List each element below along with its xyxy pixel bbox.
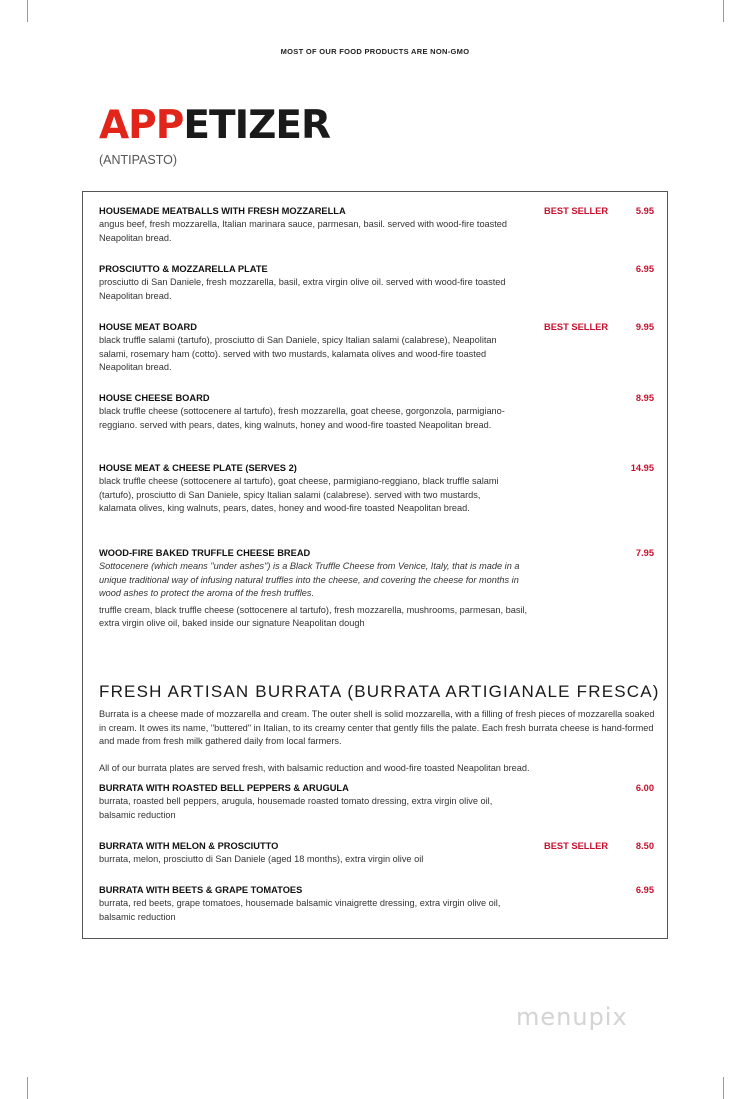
item-description: black truffle cheese (sottocenere al tartufo), goat cheese, parmigiano-reggiano, black truffle salami (tartufo), prosciutto di San Daniele, spicy Italian salami (calabrese). served with two mustards, kalamata olives, king walnuts, pears, dates, honey and wood-fire toasted Neapolitan bread. <box>99 476 499 513</box>
item-name: HOUSE MEAT & CHEESE PLATE (SERVES 2) <box>99 463 297 473</box>
crop-mark <box>27 0 28 22</box>
item-price: 14.95 <box>630 463 654 473</box>
item-price: 6.00 <box>635 783 654 793</box>
page-title <box>99 103 331 148</box>
burrata-intro: Burrata is a cheese made of mozzarella and cream. The outer shell is solid mozzarella, with a filling of fresh pieces of mozzarella soaked in cream. It owes its name, "buttered" in Italian, to its creamy center that gently fills the palate. Each fresh burrata cheese is hand-formed and made from fresh milk gathered daily from local farmers. <box>99 709 655 746</box>
item-description: angus beef, fresh mozzarella, Italian marinara sauce, parmesan, basil. served with wood-fire toasted Neapolitan bread. <box>99 219 508 243</box>
menu-item-burrata-melon[interactable] <box>99 840 654 867</box>
crop-mark <box>27 1077 28 1099</box>
title-red-part: APP <box>99 103 184 148</box>
item-description: prosciutto di San Daniele, fresh mozzarella, basil, extra virgin olive oil. served with wood-fire toasted Neapolitan bread. <box>99 277 506 301</box>
item-price: 9.95 <box>635 322 654 332</box>
best-seller-badge: BEST SELLER <box>544 206 609 216</box>
burrata-section-title: FRESH ARTISAN BURRATA (BURRATA ARTIGIANALE FRESCA) <box>99 682 660 701</box>
item-description: black truffle cheese (sottocenere al tartufo), fresh mozzarella, goat cheese, gorgonzola, parmigiano-reggiano. served with pears, dates, king walnuts, honey and wood-fire toasted Neapolitan bread. <box>99 406 505 430</box>
crop-mark <box>723 0 724 22</box>
item-name: HOUSE MEAT BOARD <box>99 322 197 332</box>
burrata-served-note: All of our burrata plates are served fresh, with balsamic reduction and wood-fire toasted Neapolitan bread. <box>99 763 530 773</box>
best-seller-badge: BEST SELLER <box>544 841 609 851</box>
item-note: Sottocenere (which means "under ashes") is a Black Truffle Cheese from Venice, Italy, that is made in a unique traditional way of infusing natural truffles into the cheese, and covering the cheese for months in wood ashes to protect the aroma of the fresh truffles. <box>99 561 520 598</box>
item-price: 7.95 <box>635 548 654 558</box>
item-name: BURRATA WITH BEETS & GRAPE TOMATOES <box>99 885 303 895</box>
menu-item-cheese-board[interactable] <box>99 392 654 432</box>
item-name: PROSCIUTTO & MOZZARELLA PLATE <box>99 264 268 274</box>
item-price: 5.95 <box>635 206 654 216</box>
best-seller-badge: BEST SELLER <box>544 322 609 332</box>
item-description: burrata, melon, prosciutto di San Daniele (aged 18 months), extra virgin olive oil <box>99 854 424 864</box>
item-price: 8.50 <box>635 841 654 851</box>
crop-mark <box>723 1077 724 1099</box>
item-price: 8.95 <box>635 393 654 403</box>
item-price: 6.95 <box>635 264 654 274</box>
menu-item-burrata-beets[interactable] <box>99 884 654 924</box>
menu-item-meat-cheese-plate[interactable] <box>99 462 654 516</box>
item-description: burrata, red beets, grape tomatoes, housemade balsamic vinaigrette dressing, extra virgin olive oil, balsamic reduction <box>99 898 501 922</box>
item-description: truffle cream, black truffle cheese (sottocenere al tartufo), fresh mozzarella, mushrooms, parmesan, basil, extra virgin olive oil, baked inside our signature Neapolitan dough <box>99 604 528 628</box>
item-name: WOOD-FIRE BAKED TRUFFLE CHEESE BREAD <box>99 548 311 558</box>
menu-item-truffle-bread[interactable] <box>99 547 654 631</box>
item-name: BURRATA WITH MELON & PROSCIUTTO <box>99 841 279 851</box>
page-subtitle: (ANTIPASTO) <box>99 153 178 167</box>
item-name: HOUSEMADE MEATBALLS WITH FRESH MOZZARELLA <box>99 206 346 216</box>
item-description: black truffle salami (tartufo), prosciutto di San Daniele, spicy Italian salami (calabrese), Neapolitan salami, rosemary ham (cotto). served with two mustards, kalamata olives and wood-fire toasted Neapolitan bread. <box>99 335 497 372</box>
title-black-part: ETIZER <box>183 103 331 148</box>
item-description: burrata, roasted bell peppers, arugula, housemade roasted tomato dressing, extra virgin olive oil, balsamic reduction <box>99 796 493 820</box>
non-gmo-note: MOST OF OUR FOOD PRODUCTS ARE NON-GMO <box>280 47 470 56</box>
item-price: 6.95 <box>635 885 654 895</box>
item-name: BURRATA WITH ROASTED BELL PEPPERS & ARUGULA <box>99 783 349 793</box>
menu-item-meat-board[interactable] <box>99 321 654 375</box>
menupix-watermark: menupix <box>516 1003 628 1031</box>
item-name: HOUSE CHEESE BOARD <box>99 393 210 403</box>
menu-item-meatballs[interactable] <box>99 205 654 245</box>
menu-item-burrata-peppers[interactable] <box>99 782 654 822</box>
menu-item-prosciutto-plate[interactable] <box>99 263 654 303</box>
